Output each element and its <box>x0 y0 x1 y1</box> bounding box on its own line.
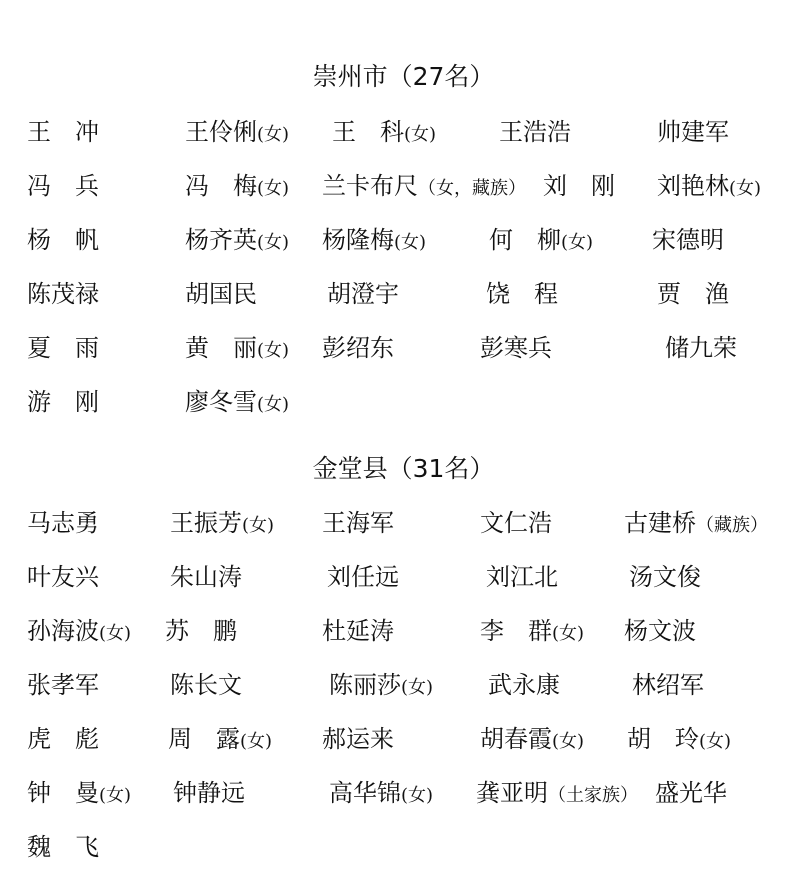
person-name: 钟静远 <box>173 779 245 807</box>
person-name: 孙海波(女) <box>27 617 132 645</box>
person-name: 贾 渔 <box>657 280 729 308</box>
person-name: 黄 丽(女) <box>185 334 290 362</box>
name-row <box>0 611 807 651</box>
person-name: 王浩浩 <box>499 118 571 146</box>
person-name: 冯 梅(女) <box>185 172 290 200</box>
person-name: 王伶俐(女) <box>185 118 290 146</box>
person-name: 刘任远 <box>327 563 399 591</box>
person-note: (女) <box>699 731 732 752</box>
person-name: 王 冲 <box>27 118 99 146</box>
person-name: 陈长文 <box>170 671 242 699</box>
person-name: 马志勇 <box>27 509 99 537</box>
person-note: (女) <box>257 178 290 199</box>
person-name: 魏 飞 <box>27 833 99 861</box>
person-name: 虎 彪 <box>27 725 99 753</box>
person-name: 宋德明 <box>652 226 724 254</box>
person-name: 盛光华 <box>655 779 727 807</box>
name-row <box>0 665 807 705</box>
person-name: 胡春霞(女) <box>480 725 585 753</box>
section-title: 金堂县（31名） <box>312 454 495 483</box>
person-name: 兰卡布尺（女，藏族） <box>322 172 526 200</box>
person-note: (女) <box>99 785 132 806</box>
person-note: (女) <box>257 232 290 253</box>
person-name: 龚亚明（土家族） <box>476 779 638 807</box>
section-title: 崇州市（27名） <box>312 62 495 91</box>
person-name: 高华锦(女) <box>329 779 434 807</box>
person-name: 彭绍东 <box>322 334 394 362</box>
person-note: (女) <box>552 623 585 644</box>
person-name: 夏 雨 <box>27 334 99 362</box>
person-name: 陈丽莎(女) <box>329 671 434 699</box>
person-name: 胡 玲(女) <box>627 725 732 753</box>
name-row <box>0 773 807 813</box>
person-note: (女) <box>242 515 275 536</box>
person-note: （藏族） <box>696 515 768 536</box>
person-note: (女) <box>394 232 427 253</box>
person-name: 李 群(女) <box>480 617 585 645</box>
name-row <box>0 719 807 759</box>
person-name: 胡澄宇 <box>327 280 399 308</box>
person-name: 胡国民 <box>185 280 257 308</box>
person-name: 杨 帆 <box>27 226 99 254</box>
person-name: 王海军 <box>322 509 394 537</box>
person-name: 林绍军 <box>632 671 704 699</box>
person-note: （土家族） <box>548 785 638 806</box>
name-row <box>0 166 807 206</box>
name-row <box>0 827 807 867</box>
person-name: 郝运来 <box>322 725 394 753</box>
person-name: 杜延涛 <box>322 617 394 645</box>
person-name: 周 露(女) <box>168 725 273 753</box>
person-name: 刘江北 <box>486 563 558 591</box>
person-note: (女) <box>401 677 434 698</box>
person-name: 武永康 <box>488 671 560 699</box>
person-note: (女) <box>257 124 290 145</box>
person-name: 帅建军 <box>657 118 729 146</box>
person-name: 古建桥（藏族） <box>624 509 768 537</box>
person-note: (女) <box>257 340 290 361</box>
name-row <box>0 220 807 260</box>
name-row <box>0 503 807 543</box>
person-name: 张孝军 <box>27 671 99 699</box>
person-name: 王振芳(女) <box>170 509 275 537</box>
person-name: 刘艳林(女) <box>657 172 762 200</box>
person-note: (女) <box>257 394 290 415</box>
person-name: 杨文波 <box>624 617 696 645</box>
person-note: (女) <box>404 124 437 145</box>
name-row <box>0 328 807 368</box>
person-name: 廖冬雪(女) <box>185 388 290 416</box>
person-name: 饶 程 <box>486 280 558 308</box>
person-name: 朱山涛 <box>170 563 242 591</box>
person-name: 陈茂禄 <box>27 280 99 308</box>
person-name: 王 科(女) <box>332 118 437 146</box>
person-name: 杨齐英(女) <box>185 226 290 254</box>
person-name: 杨隆梅(女) <box>322 226 427 254</box>
person-name: 彭寒兵 <box>480 334 552 362</box>
person-name: 钟 曼(女) <box>27 779 132 807</box>
name-row <box>0 274 807 314</box>
person-note: (女) <box>729 178 762 199</box>
person-note: (女) <box>552 731 585 752</box>
person-name: 储九荣 <box>665 334 737 362</box>
person-name: 汤文俊 <box>629 563 701 591</box>
person-note: (女) <box>99 623 132 644</box>
name-row <box>0 557 807 597</box>
name-row <box>0 112 807 152</box>
person-name: 刘 刚 <box>543 172 615 200</box>
person-name: 叶友兴 <box>27 563 99 591</box>
person-name: 何 柳(女) <box>489 226 594 254</box>
person-note: (女) <box>561 232 594 253</box>
person-name: 游 刚 <box>27 388 99 416</box>
person-note: (女) <box>401 785 434 806</box>
person-note: （女，藏族） <box>418 178 526 199</box>
person-note: (女) <box>240 731 273 752</box>
person-name: 苏 鹏 <box>165 617 237 645</box>
person-name: 冯 兵 <box>27 172 99 200</box>
person-name: 文仁浩 <box>480 509 552 537</box>
name-row <box>0 382 807 422</box>
